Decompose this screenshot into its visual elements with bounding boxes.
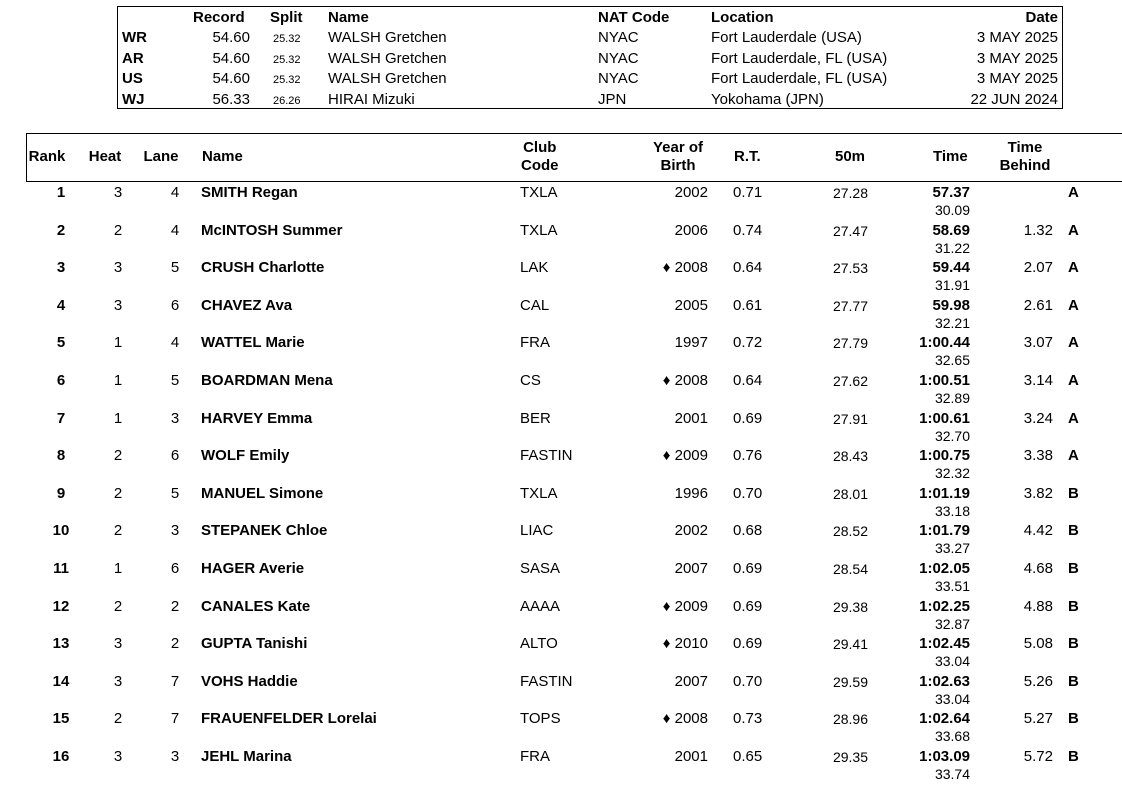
athlete-name: MANUEL Simone [201,484,324,502]
final-time: 1:02.45 [919,635,970,653]
header-heat: Heat [88,148,122,165]
reaction-time: 0.72 [733,334,763,352]
reaction-time: 0.68 [733,522,763,540]
record-date: 3 MAY 2025 [976,70,1058,87]
final-qualifier: A [1068,334,1079,352]
final-time: 1:00.44 [919,334,970,352]
year-of-birth: ♦ 2009 [662,597,708,615]
time-behind: 3.14 [1023,372,1053,389]
record-code: WJ [122,90,145,108]
records-header-nat: NAT Code [598,9,670,26]
record-location: Fort Lauderdale, FL (USA) [711,70,888,87]
year-of-birth: 2002 [674,184,708,201]
final-qualifier: B [1068,560,1079,577]
time-behind: 4.88 [1023,597,1053,615]
club-code: SASA [520,560,561,577]
record-date: 22 JUN 2024 [970,90,1058,108]
lane-cell: 3 [170,522,180,540]
time-behind: 5.08 [1023,635,1053,653]
rank-cell: 13 [52,635,70,653]
heat-cell: 3 [113,635,123,653]
reaction-time: 0.64 [733,372,763,389]
reaction-time: 0.61 [733,296,763,314]
header-time: Time [933,148,968,165]
rank-cell: 2 [56,221,66,239]
result-row [0,598,1122,635]
second-split: 31.22 [934,239,970,256]
time-behind: 5.27 [1023,710,1053,728]
rank-cell: 4 [56,296,66,314]
reaction-time: 0.71 [733,184,763,201]
record-holder: HIRAI Mizuki [328,90,415,108]
athlete-name: BOARDMAN Mena [201,372,333,389]
header-rt: R.T. [734,148,761,165]
heat-cell: 1 [113,334,123,352]
club-code: LAK [520,259,549,277]
rank-cell: 9 [56,484,66,502]
split-50m: 27.62 [832,373,868,389]
time-behind: 5.26 [1023,672,1053,690]
second-split: 31.91 [934,277,970,294]
second-split: 33.51 [934,578,970,594]
athlete-name: SMITH Regan [201,184,298,201]
lane-cell: 2 [170,635,180,653]
header-club-line2: Code [521,157,559,174]
lane-cell: 5 [170,484,180,502]
lane-cell: 5 [170,372,180,389]
final-time: 1:01.19 [919,484,970,502]
final-qualifier: B [1068,484,1079,502]
result-row [0,372,1122,409]
rank-cell: 16 [52,748,70,765]
final-qualifier: A [1068,447,1079,465]
record-time: 54.60 [212,29,250,46]
records-header-name: Name [328,9,369,26]
second-split: 33.04 [934,653,970,670]
record-holder: WALSH Gretchen [328,70,447,87]
records-header-location: Location [711,9,774,26]
time-behind: 3.82 [1023,484,1053,502]
records-header-split: Split [270,9,303,26]
split-50m: 28.54 [832,561,868,577]
rank-cell: 14 [52,672,70,690]
final-time: 59.44 [932,259,970,277]
heat-cell: 2 [113,597,123,615]
time-behind: 3.07 [1023,334,1053,352]
heat-cell: 3 [113,748,123,765]
club-code: FASTIN [520,447,573,465]
rank-cell: 15 [52,710,70,728]
records-table [117,6,1063,109]
final-qualifier: A [1068,372,1079,389]
result-row [0,485,1122,522]
header-name: Name [202,148,243,165]
result-row [0,222,1122,259]
second-split: 30.09 [934,202,970,218]
lane-cell: 2 [170,597,180,615]
time-behind: 4.68 [1023,560,1053,577]
record-split: 26.26 [273,94,301,107]
records-header-record: Record [193,9,245,26]
record-split: 25.32 [273,53,301,66]
header-yob-line2: Birth [660,157,696,174]
year-of-birth: ♦ 2010 [662,635,708,653]
split-50m: 28.01 [832,485,868,502]
rank-cell: 1 [56,184,66,201]
final-qualifier: A [1068,184,1079,201]
heat-cell: 2 [113,447,123,465]
record-time: 56.33 [212,90,250,108]
record-date: 3 MAY 2025 [976,49,1058,67]
final-qualifier: A [1068,296,1079,314]
record-holder: WALSH Gretchen [328,49,447,67]
record-time: 54.60 [212,70,250,87]
header-behind-line1: Time [1007,139,1043,156]
split-50m: 28.52 [832,523,868,540]
club-code: FASTIN [520,672,573,690]
year-of-birth: ♦ 2008 [662,710,708,728]
reaction-time: 0.64 [733,259,763,277]
final-time: 1:00.51 [919,372,970,389]
year-of-birth: 2001 [674,748,708,765]
record-nat: NYAC [598,49,639,67]
split-50m: 27.28 [832,185,868,201]
athlete-name: FRAUENFELDER Lorelai [201,710,377,728]
athlete-name: McINTOSH Summer [201,221,343,239]
record-row [118,49,1062,69]
athlete-name: VOHS Haddie [201,672,298,690]
reaction-time: 0.69 [733,560,763,577]
club-code: TXLA [520,221,558,239]
record-code: AR [122,49,144,67]
second-split: 33.27 [934,540,970,557]
second-split: 32.21 [934,314,970,331]
time-behind: 3.38 [1023,447,1053,465]
year-of-birth: ♦ 2008 [662,259,708,277]
record-nat: NYAC [598,70,639,87]
result-row [0,673,1122,710]
final-qualifier: A [1068,259,1079,277]
record-location: Yokohama (JPN) [711,90,824,108]
record-split: 25.32 [273,74,301,86]
final-qualifier: A [1068,409,1079,427]
year-of-birth: 2001 [674,409,708,427]
club-code: FRA [520,748,550,765]
year-of-birth: ♦ 2008 [662,372,708,389]
second-split: 32.70 [934,427,970,444]
athlete-name: CHAVEZ Ava [201,296,293,314]
lane-cell: 7 [170,672,180,690]
result-row [0,259,1122,296]
lane-cell: 6 [170,447,180,465]
header-club-line1: Club [523,139,557,156]
athlete-name: GUPTA Tanishi [201,635,308,653]
header-yob [647,139,709,175]
record-location: Fort Lauderdale, FL (USA) [711,49,888,67]
records-header-row [118,8,1062,28]
athlete-name: CANALES Kate [201,597,311,615]
second-split: 33.68 [934,728,970,745]
athlete-name: CRUSH Charlotte [201,259,325,277]
second-split: 33.04 [934,690,970,707]
final-qualifier: B [1068,635,1079,653]
club-code: BER [520,409,551,427]
club-code: AAAA [520,597,561,615]
split-50m: 28.43 [832,448,868,465]
final-time: 1:02.25 [919,597,970,615]
lane-cell: 7 [170,710,180,728]
heat-cell: 3 [113,296,123,314]
second-split: 33.18 [934,502,970,519]
final-time: 59.98 [932,296,970,314]
club-code: TXLA [520,484,558,502]
lane-cell: 6 [170,296,180,314]
record-row [118,90,1062,110]
record-row [118,69,1062,89]
header-yob-line1: Year of [652,139,704,156]
final-time: 1:00.75 [919,447,970,465]
time-behind: 4.42 [1023,522,1053,540]
athlete-name: HAGER Averie [201,560,305,577]
result-row [0,447,1122,484]
athlete-name: JEHL Marina [201,748,292,765]
time-behind: 2.07 [1023,259,1053,277]
final-time: 1:00.61 [919,409,970,427]
final-qualifier: B [1068,672,1079,690]
heat-cell: 1 [113,372,123,389]
result-row [0,334,1122,371]
result-row [0,297,1122,334]
athlete-name: WOLF Emily [201,447,290,465]
year-of-birth: 2002 [674,522,708,540]
lane-cell: 4 [170,334,180,352]
split-50m: 29.38 [832,598,868,615]
second-split: 33.74 [934,766,970,782]
split-50m: 27.79 [832,335,868,352]
year-of-birth: 2007 [674,672,708,690]
final-qualifier: B [1068,710,1079,728]
second-split: 32.89 [934,390,970,406]
heat-cell: 3 [113,672,123,690]
lane-cell: 5 [170,259,180,277]
record-row [118,28,1062,48]
result-row [0,410,1122,447]
second-split: 32.65 [934,352,970,369]
result-row [0,560,1122,597]
year-of-birth: ♦ 2009 [662,447,708,465]
rank-cell: 5 [56,334,66,352]
reaction-time: 0.76 [733,447,763,465]
year-of-birth: 2007 [674,560,708,577]
rank-cell: 11 [53,560,69,577]
heat-cell: 2 [113,221,123,239]
rank-cell: 12 [52,597,70,615]
rank-cell: 8 [56,447,66,465]
heat-cell: 3 [113,259,123,277]
lane-cell: 4 [170,184,180,201]
split-50m: 29.35 [832,749,868,765]
split-50m: 27.91 [832,410,868,427]
results-header-row [26,133,1122,182]
lane-cell: 6 [170,560,180,577]
final-time: 1:01.79 [919,522,970,540]
reaction-time: 0.70 [733,484,763,502]
rank-cell: 6 [56,372,66,389]
reaction-time: 0.65 [733,748,763,765]
year-of-birth: 2005 [674,296,708,314]
header-behind-line2: Behind [999,157,1051,174]
time-behind: 1.32 [1023,221,1053,239]
split-50m: 29.59 [832,673,868,690]
club-code: TXLA [520,184,558,201]
header-rank: Rank [28,148,66,165]
record-nat: JPN [598,90,627,108]
split-50m: 27.47 [832,222,868,239]
lane-cell: 3 [170,409,180,427]
time-behind: 2.61 [1023,296,1053,314]
year-of-birth: 1997 [674,334,708,352]
reaction-time: 0.73 [733,710,763,728]
heat-cell: 1 [113,409,123,427]
rank-cell: 3 [56,259,66,277]
athlete-name: STEPANEK Chloe [201,522,328,540]
split-50m: 27.77 [832,297,868,314]
heat-cell: 2 [113,522,123,540]
split-50m: 29.41 [832,636,868,653]
final-qualifier: B [1068,748,1079,765]
heat-cell: 3 [113,184,123,201]
record-date: 3 MAY 2025 [976,29,1058,46]
second-split: 32.32 [934,465,970,482]
final-qualifier: B [1068,597,1079,615]
time-behind: 5.72 [1023,748,1053,765]
header-club [521,139,559,175]
final-time: 57.37 [932,184,970,201]
header-behind [995,139,1055,175]
split-50m: 27.53 [832,260,868,277]
year-of-birth: 1996 [674,484,708,502]
record-code: US [122,70,143,87]
final-time: 1:02.63 [919,672,970,690]
record-holder: WALSH Gretchen [328,29,447,46]
heat-cell: 2 [113,484,123,502]
records-header-date: Date [1025,9,1058,26]
reaction-time: 0.70 [733,672,763,690]
result-row [0,748,1122,785]
heat-cell: 1 [113,560,123,577]
result-row [0,184,1122,221]
club-code: CAL [520,296,550,314]
final-time: 1:03.09 [919,748,970,765]
athlete-name: WATTEL Marie [201,334,305,352]
record-nat: NYAC [598,29,639,46]
rank-cell: 7 [56,409,66,427]
club-code: LIAC [520,522,554,540]
time-behind: 3.24 [1023,409,1053,427]
header-50m: 50m [835,148,866,165]
final-qualifier: A [1068,221,1079,239]
club-code: TOPS [520,710,561,728]
result-row [0,710,1122,747]
header-lane: Lane [143,148,179,165]
record-time: 54.60 [212,49,250,67]
reaction-time: 0.69 [733,409,763,427]
result-row [0,635,1122,672]
club-code: FRA [520,334,550,352]
result-row [0,522,1122,559]
reaction-time: 0.74 [733,221,763,239]
reaction-time: 0.69 [733,635,763,653]
athlete-name: HARVEY Emma [201,409,313,427]
reaction-time: 0.69 [733,597,763,615]
heat-cell: 2 [113,710,123,728]
final-time: 58.69 [932,221,970,239]
second-split: 32.87 [934,615,970,632]
final-qualifier: B [1068,522,1079,540]
club-code: ALTO [520,635,558,653]
club-code: CS [520,372,541,389]
record-split: 25.32 [273,33,301,45]
record-code: WR [122,29,147,46]
split-50m: 28.96 [832,711,868,728]
year-of-birth: 2006 [674,221,708,239]
lane-cell: 4 [170,221,180,239]
final-time: 1:02.05 [919,560,970,577]
rank-cell: 10 [52,522,70,540]
record-location: Fort Lauderdale (USA) [711,29,862,46]
final-time: 1:02.64 [919,710,970,728]
lane-cell: 3 [170,748,180,765]
